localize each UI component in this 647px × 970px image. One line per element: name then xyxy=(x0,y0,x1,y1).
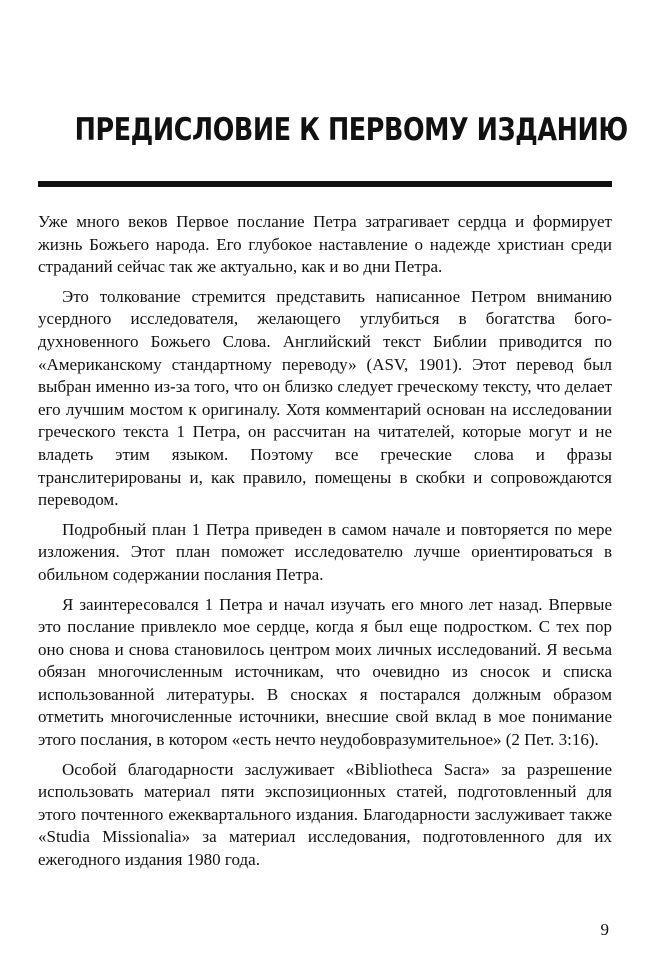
page-number: 9 xyxy=(600,920,609,939)
paragraph-1: Уже много веков Первое послание Петра затрагивает сердца и формирует жизнь Божьего народа. Его глубокое наставление о надежде христиан среди страданий сейчас так же актуально, как и во дни Петра. xyxy=(38,212,612,277)
title-divider xyxy=(38,181,612,187)
body-text xyxy=(38,211,612,879)
paragraph-3: Подробный план 1 Петра приведен в самом начале и повторяется по мере изложения. Этот план поможет исследователю лучше ориентироваться в обильном содержании послания Петра. xyxy=(38,519,612,584)
paragraph-2: Это толкование стремится представить написанное Петром вниманию усердного исследователя, желающего углубиться в богатства богодухновенного Божьего Слова. Английский текст Библии приводится по «Американскому стандартному переводу» (ASV, 1901). Этот перевод был выбран именно из-за того, что он близко следует греческому тексту, что делает его лучшим мостом к оригиналу. Хотя комментарий основан на исследовании греческого текста 1 Петра, он рассчитан на читателей, которые могут и не владеть этим языком. Поэтому все греческие слова и фразы транслитерированы и, как правило, помещены в скобки и сопровождаются переводом. xyxy=(38,286,612,510)
paragraph-5: Особой благодарности заслуживает «Bibliotheca Sacra» за разрешение использовать материал пяти экспозиционных статей, подготовленный для этого почтенного ежеквартального издания. Благодарности заслуживает также «Studia Missionalia» за материал исследования, подготовленного для их ежегодного издания 1980 года. xyxy=(38,759,612,870)
paragraph-4: Я заинтересовался 1 Петра и начал изучать его много лет назад. Впервые это послание привлекло мое сердце, когда я был еще подростком. С тех пор оно снова и снова становилось центром моих личных исследований. Я весьма обязан многочисленным источникам, что очевидно из сносок и списка использованной литературы. В сносках я постарался должным образом отметить многочисленные источники, внесшие свой вклад в мое понимание этого послания, в котором «есть нечто неудобовразумительное» (2 Пет. 3:16). xyxy=(38,594,612,750)
page-title: ПРЕДИСЛОВИЕ К ПЕРВОМУ ИЗДАНИЮ xyxy=(74,112,628,148)
